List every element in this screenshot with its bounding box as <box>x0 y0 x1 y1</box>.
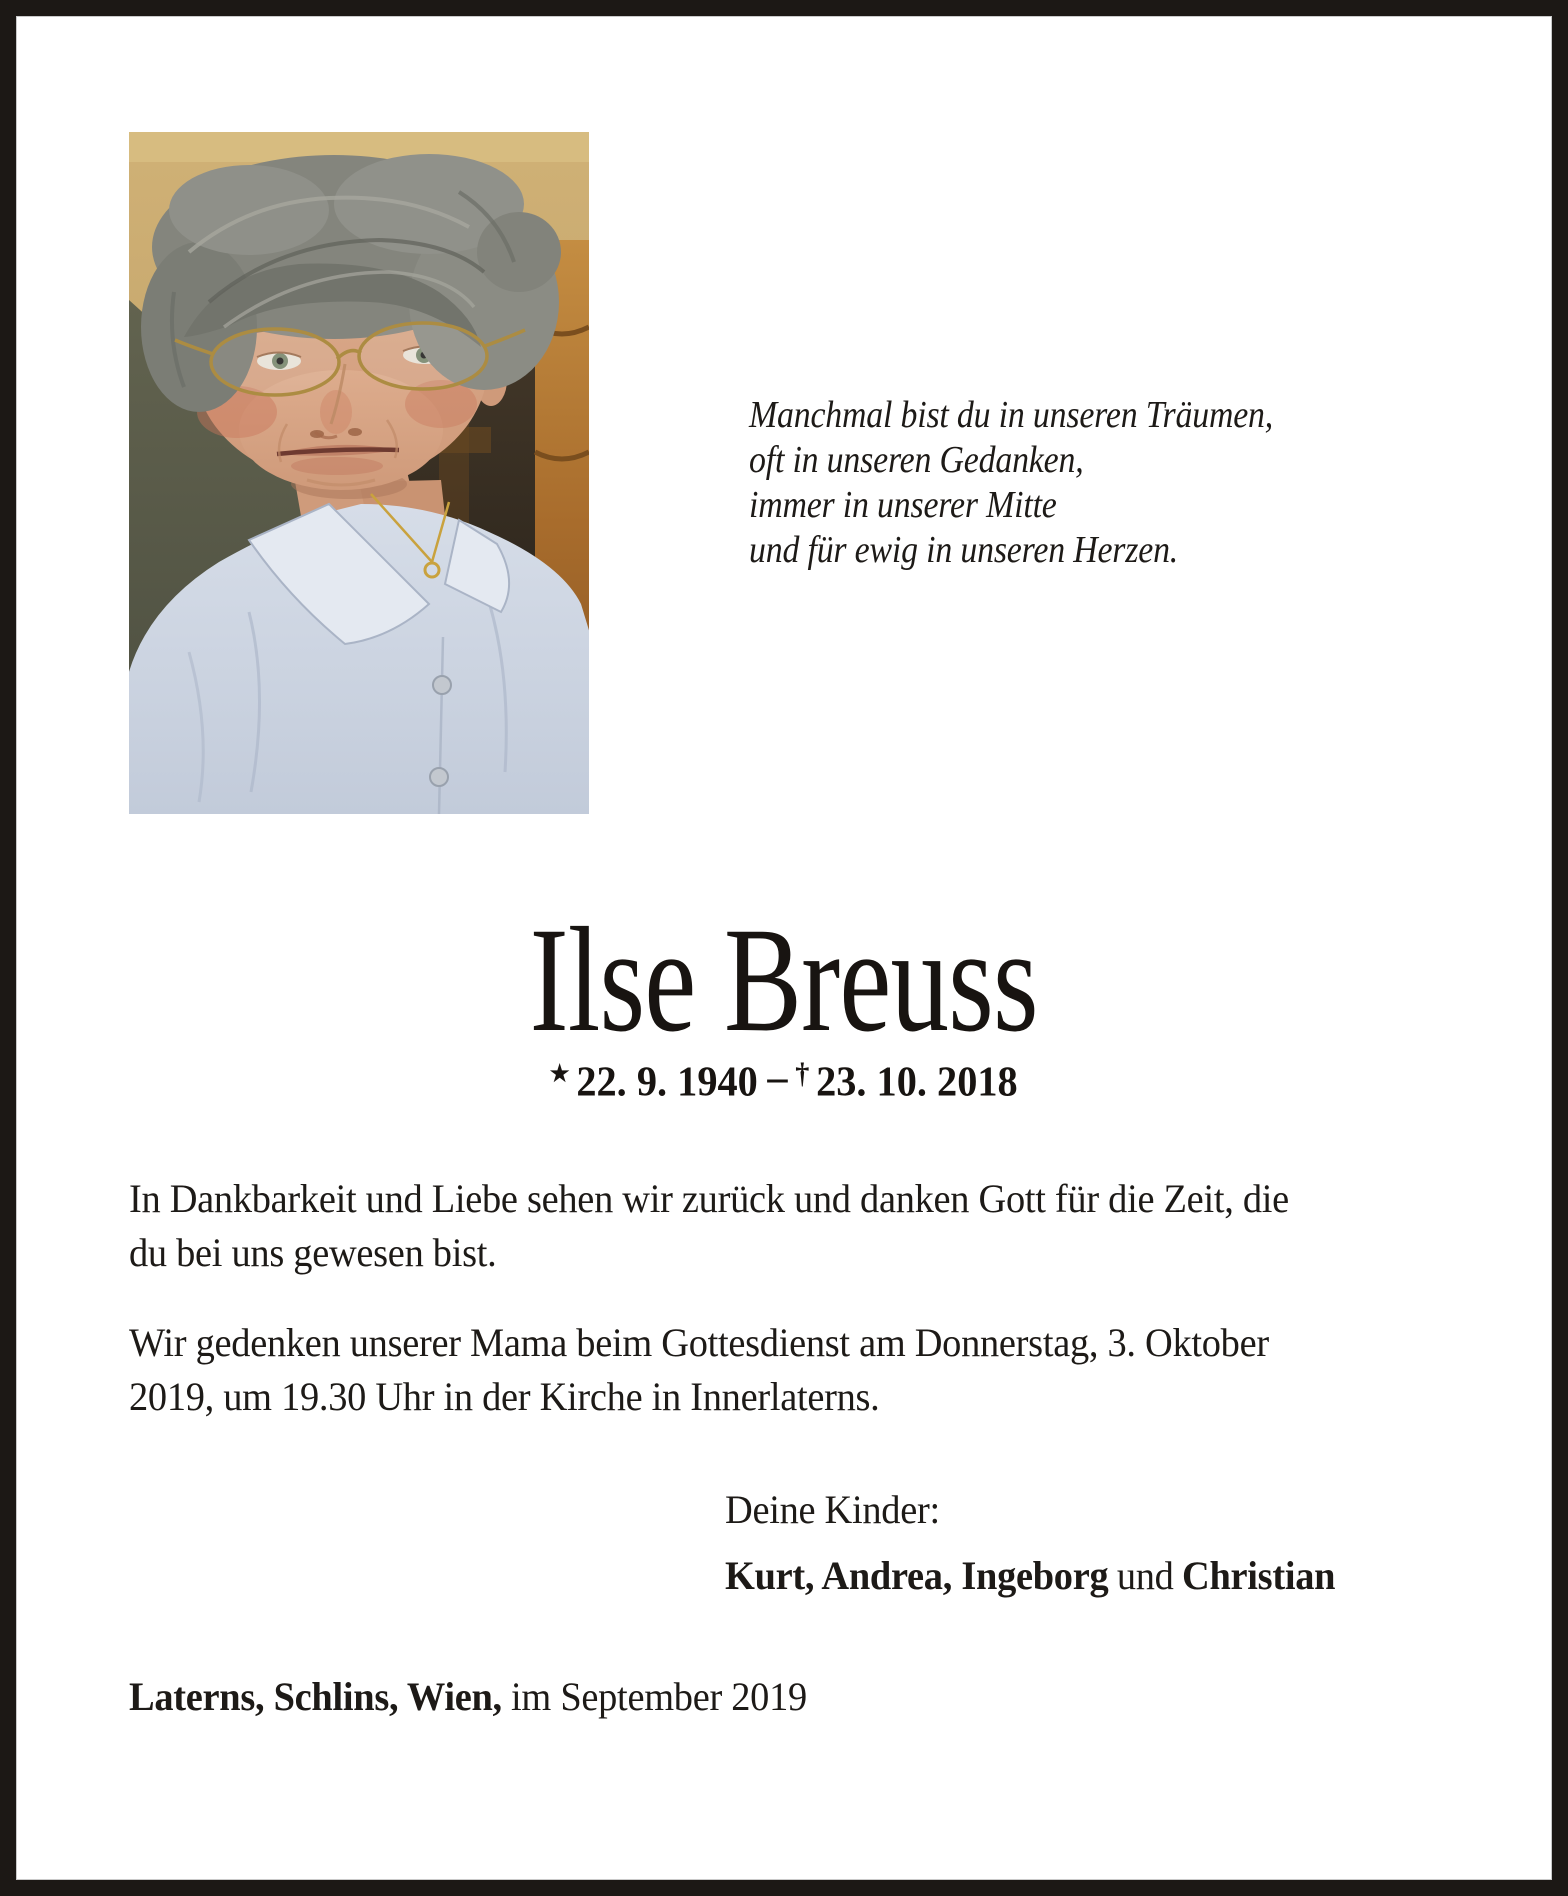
paragraph-line: 2019, um 19.30 Uhr in der Kirche in Innerlaterns. <box>129 1374 880 1419</box>
places: Laterns, Schlins, Wien, <box>129 1674 502 1719</box>
born-star-icon: ★ <box>550 1060 570 1086</box>
portrait-photo <box>129 132 589 814</box>
signature-label: Deine Kinder: <box>725 1487 940 1532</box>
dates-row <box>0 1050 1568 1105</box>
thanks-paragraph <box>129 1172 1289 1280</box>
died-cross-icon: † <box>795 1057 810 1090</box>
memorial-poem <box>749 393 1273 573</box>
poem-line: oft in unseren Gedanken, <box>749 439 1084 481</box>
paragraph-line: du bei uns gewesen bist. <box>129 1230 497 1275</box>
paragraph-line: Wir gedenken unserer Mama beim Gottesdienst am Donnerstag, 3. Oktober <box>129 1320 1269 1365</box>
shirt-button <box>433 676 451 694</box>
poem-line: und für ewig in unseren Herzen. <box>749 529 1179 571</box>
deceased-name: Ilse Breuss <box>529 897 1039 1063</box>
birth-date: 22. 9. 1940 <box>576 1059 759 1106</box>
shirt-button <box>430 768 448 786</box>
paragraph-line: In Dankbarkeit und Liebe sehen wir zurück und danken Gott für die Zeit, die <box>129 1176 1289 1221</box>
children-names-part2: Christian <box>1182 1553 1336 1598</box>
life-dates <box>550 1050 1018 1105</box>
issue-date: im September 2019 <box>511 1674 807 1719</box>
poem-line: Manchmal bist du in unseren Träumen, <box>749 394 1274 436</box>
name-row <box>0 897 1568 1063</box>
signature-block <box>725 1483 1335 1603</box>
service-paragraph <box>129 1316 1269 1424</box>
date-separator: – <box>767 1055 788 1102</box>
death-date: 23. 10. 2018 <box>816 1059 1018 1106</box>
conjunction: und <box>1116 1553 1174 1598</box>
children-names-part1: Kurt, Andrea, Ingeborg <box>725 1553 1109 1598</box>
poem-line: immer in unserer Mitte <box>749 484 1057 526</box>
children-names <box>725 1549 1335 1603</box>
places-date-line <box>129 1670 807 1724</box>
